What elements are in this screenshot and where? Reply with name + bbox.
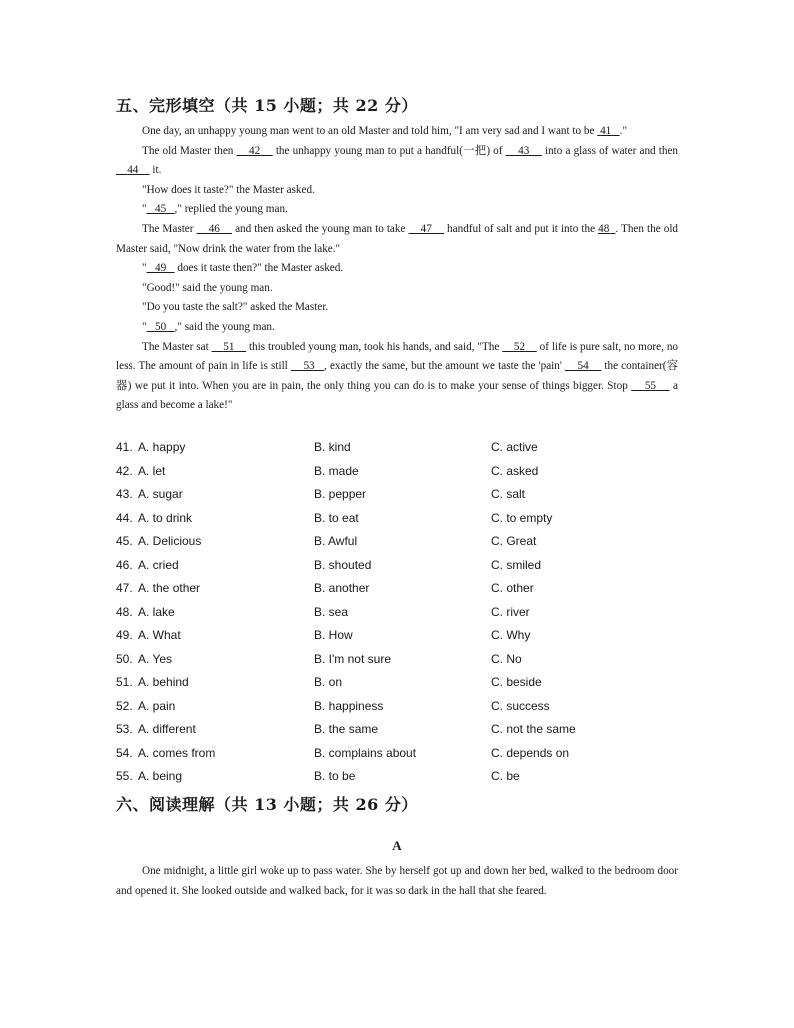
option-row-42 bbox=[116, 461, 678, 485]
reading-passage-a bbox=[116, 862, 678, 901]
blank-50: 50 bbox=[154, 320, 167, 333]
option-b[interactable]: B. happiness bbox=[314, 698, 384, 713]
passage-paragraph-3: "How does it taste?" the Master asked. bbox=[142, 183, 315, 196]
option-c[interactable]: C. depends on bbox=[491, 745, 570, 760]
question-number: 46. bbox=[116, 557, 133, 572]
option-c[interactable]: C. salt bbox=[491, 487, 526, 501]
passage-paragraph-8: "Do you taste the salt?" asked the Master. bbox=[142, 301, 329, 314]
option-row-51 bbox=[116, 672, 678, 696]
option-c[interactable]: C. asked bbox=[491, 463, 539, 478]
option-row-50 bbox=[116, 649, 678, 673]
blank-54: 54 bbox=[577, 360, 589, 373]
option-c[interactable]: C. not the same bbox=[491, 722, 576, 736]
option-b[interactable]: B. kind bbox=[314, 440, 351, 454]
question-number: 44. bbox=[116, 510, 133, 525]
section-6-title: 六、阅读理解（共 13 小题；共 26 分） bbox=[116, 795, 418, 814]
passage-a-heading: A bbox=[392, 838, 402, 853]
passage-paragraph-7: "Good!" said the young man. bbox=[142, 281, 273, 294]
option-row-45 bbox=[116, 531, 678, 555]
blank-46: 46 bbox=[208, 222, 220, 235]
option-a[interactable]: A. What bbox=[138, 628, 181, 642]
option-row-54 bbox=[116, 743, 678, 767]
blank-49: 49 bbox=[154, 262, 167, 275]
option-a[interactable]: A. Yes bbox=[138, 651, 173, 666]
option-a[interactable]: A. cried bbox=[138, 557, 179, 572]
option-row-49 bbox=[116, 625, 678, 649]
option-b[interactable]: B. pepper bbox=[314, 487, 367, 501]
question-number: 47. bbox=[116, 581, 133, 595]
option-row-52 bbox=[116, 696, 678, 720]
question-number: 43. bbox=[116, 487, 133, 501]
option-b[interactable]: B. shouted bbox=[314, 557, 372, 572]
question-number: 51. bbox=[116, 675, 133, 689]
question-number: 41. bbox=[116, 440, 133, 454]
option-c[interactable]: C. smiled bbox=[491, 557, 542, 572]
question-number: 45. bbox=[116, 534, 133, 548]
option-c[interactable]: C. Great bbox=[491, 534, 537, 548]
option-b[interactable]: B. sea bbox=[314, 604, 349, 619]
option-row-46 bbox=[116, 555, 678, 579]
option-b[interactable]: B. to eat bbox=[314, 510, 359, 525]
question-number: 50. bbox=[116, 651, 133, 666]
option-c[interactable]: C. No bbox=[491, 651, 522, 666]
option-b[interactable]: B. another bbox=[314, 581, 370, 595]
option-row-48 bbox=[116, 602, 678, 626]
passage-paragraph-2: The old Master then 42 the unhappy young man to put a handful(一把) of 43 into a glass of water and then 44 it. bbox=[116, 142, 678, 181]
question-number: 52. bbox=[116, 698, 133, 713]
option-a[interactable]: A. comes from bbox=[138, 745, 216, 760]
passage-paragraph-10: The Master sat 51 this troubled young man, took his hands, and said, "The 52 of life is pure salt, no more, no less. The amount of pain in life is still 53 , exactly the same, but the amount we taste the 'pain' 54 the container(容器) we put it into. When you are in pain, the only thing you can do is to make your sense of things bigger. Stop 55 a glass and become a lake!" bbox=[116, 340, 679, 412]
blank-47: 47 bbox=[420, 222, 432, 235]
option-c[interactable]: C. active bbox=[491, 440, 538, 454]
question-number: 54. bbox=[116, 745, 133, 760]
question-number: 53. bbox=[116, 722, 133, 736]
question-number: 48. bbox=[116, 604, 133, 619]
option-row-53 bbox=[116, 719, 678, 743]
blank-42: 42 bbox=[249, 144, 261, 157]
option-c[interactable]: C. to empty bbox=[491, 510, 553, 525]
option-c[interactable]: C. river bbox=[491, 604, 530, 619]
passage-paragraph-6: " 49 does it taste then?" the Master asked. bbox=[142, 262, 344, 275]
question-number: 49. bbox=[116, 628, 133, 642]
option-a[interactable]: A. sugar bbox=[138, 487, 183, 501]
blank-48: 48 bbox=[598, 222, 610, 235]
option-a[interactable]: A. lake bbox=[138, 604, 175, 619]
blank-55: 55 bbox=[644, 379, 657, 392]
option-c[interactable]: C. other bbox=[491, 581, 534, 595]
blank-52: 52 bbox=[513, 340, 526, 353]
option-b[interactable]: B. I'm not sure bbox=[314, 651, 391, 666]
question-number: 42. bbox=[116, 463, 133, 478]
question-number: 55. bbox=[116, 769, 133, 783]
reading-paragraph-1: One midnight, a little girl woke up to pass water. She by herself got up and down her bed, walked to the bedroom door and opened it. She looked outside and walked back, for it was so dark in the hall that she feared. bbox=[116, 865, 678, 897]
option-row-55 bbox=[116, 766, 678, 790]
option-b[interactable]: B. Awful bbox=[314, 534, 358, 548]
blank-43: 43 bbox=[518, 144, 530, 157]
option-a[interactable]: A. the other bbox=[138, 581, 201, 595]
passage-paragraph-9: " 50 ," said the young man. bbox=[142, 320, 275, 333]
option-c[interactable]: C. beside bbox=[491, 675, 542, 689]
option-row-43 bbox=[116, 484, 678, 508]
option-row-44 bbox=[116, 508, 678, 532]
blank-45: 45 bbox=[154, 203, 167, 216]
option-b[interactable]: B. How bbox=[314, 628, 353, 642]
option-row-47 bbox=[116, 578, 678, 602]
option-b[interactable]: B. to be bbox=[314, 769, 356, 783]
option-a[interactable]: A. being bbox=[138, 769, 183, 783]
option-a[interactable]: A. happy bbox=[138, 440, 186, 454]
option-c[interactable]: C. be bbox=[491, 769, 520, 783]
blank-41: 41 bbox=[600, 125, 612, 137]
option-a[interactable]: A. Delicious bbox=[138, 534, 202, 548]
option-a[interactable]: A. to drink bbox=[138, 510, 193, 525]
option-a[interactable]: A. behind bbox=[138, 675, 189, 689]
option-row-41 bbox=[116, 437, 678, 461]
option-b[interactable]: B. on bbox=[314, 675, 343, 689]
option-c[interactable]: C. Why bbox=[491, 628, 531, 642]
option-b[interactable]: B. complains about bbox=[314, 745, 417, 760]
passage-paragraph-4: " 45 ," replied the young man. bbox=[142, 203, 288, 216]
blank-44: 44 bbox=[127, 164, 139, 177]
blank-51: 51 bbox=[223, 340, 235, 353]
passage-paragraph-5: The Master 46 and then asked the young man to take 47 handful of salt and put it into the 48 . Then the old Master said, "Now drink the water from the lake." bbox=[116, 222, 679, 255]
option-a[interactable]: A. pain bbox=[138, 698, 176, 713]
option-a[interactable]: A. let bbox=[138, 463, 166, 478]
blank-53: 53 bbox=[303, 360, 315, 373]
answer-options-list bbox=[116, 437, 678, 790]
passage-paragraph-1: One day, an unhappy young man went to an old Master and told him, "I am very sad and I want to be 41 ." bbox=[142, 125, 628, 137]
section-5-title: 五、完形填空（共 15 小题；共 22 分） bbox=[116, 96, 418, 115]
option-a[interactable]: A. different bbox=[138, 722, 196, 736]
option-b[interactable]: B. the same bbox=[314, 722, 379, 736]
cloze-passage bbox=[116, 122, 678, 416]
option-c[interactable]: C. success bbox=[491, 698, 550, 713]
option-b[interactable]: B. made bbox=[314, 463, 359, 478]
